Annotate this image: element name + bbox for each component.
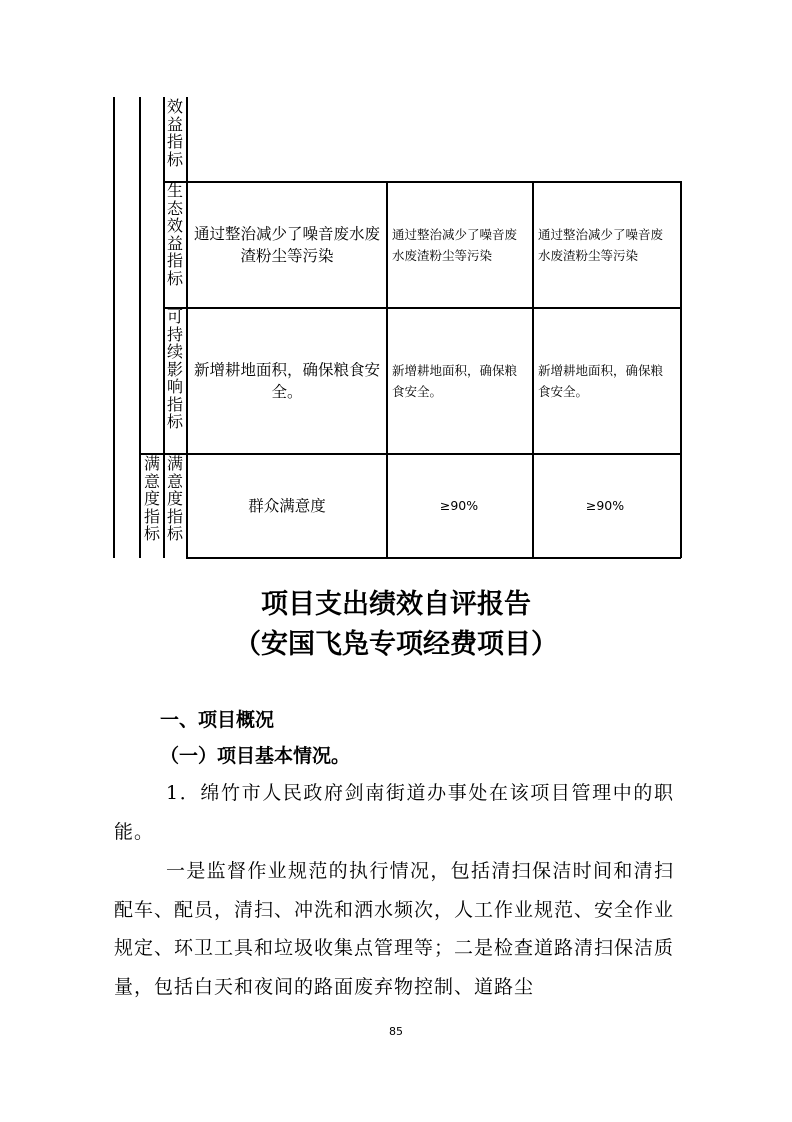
table-divider-category	[139, 97, 141, 558]
report-title: 项目支出绩效自评报告	[261, 589, 531, 620]
table-cell: 新增耕地面积，确保粮食安全。	[538, 362, 664, 399]
table-cell: 通过整治减少了噪音废水废渣粉尘等污染	[193, 224, 380, 265]
row-label-ecological: 生态效益指标	[166, 181, 183, 288]
table-divider-content	[186, 97, 188, 558]
table-cell: 新增耕地面积，确保粮食安全。	[392, 362, 518, 399]
section-heading: 一、项目概况	[160, 709, 275, 731]
table-cell: 通过整治减少了噪音废水废渣粉尘等污染	[538, 226, 664, 263]
table-divider-sublabel	[163, 97, 165, 558]
subsection-heading: （一）项目基本情况。	[160, 745, 351, 767]
paragraph: 一是监督作业规范的执行情况，包括清扫保洁时间和清扫配车、配员，清扫、冲洗和洒水频次，人工作业规范、安全作业规定、环卫工具和垃圾收集点管理等；二是检查道路清扫保洁质量，包括白天和夜间的路面废弃物控制、道路尘	[114, 860, 675, 998]
table-cell: 群众满意度	[248, 496, 326, 515]
page-number: 85	[389, 1025, 403, 1038]
table-divider-col2	[386, 181, 388, 558]
report-subtitle: （安国飞凫专项经费项目）	[234, 629, 558, 660]
table-divider-col3	[532, 181, 534, 558]
table-bottom-line	[186, 557, 681, 559]
table-cell: 新增耕地面积，确保粮食安全。	[193, 360, 380, 401]
row-label-sustainable: 可持续影响指标	[166, 307, 183, 431]
row-label-satisfaction: 满意度指标	[166, 454, 183, 543]
table-cell: ≥90%	[439, 498, 479, 513]
table-cell: ≥90%	[585, 498, 625, 513]
category-label-satisfaction: 满意度指标	[143, 454, 160, 543]
row-label-benefit: 效益指标	[166, 97, 183, 169]
table-border-right	[680, 181, 682, 558]
table-border-left	[113, 97, 115, 558]
paragraph: 1．绵竹市人民政府剑南街道办事处在该项目管理中的职能。	[114, 782, 674, 843]
table-cell: 通过整治减少了噪音废水废渣粉尘等污染	[392, 226, 518, 263]
